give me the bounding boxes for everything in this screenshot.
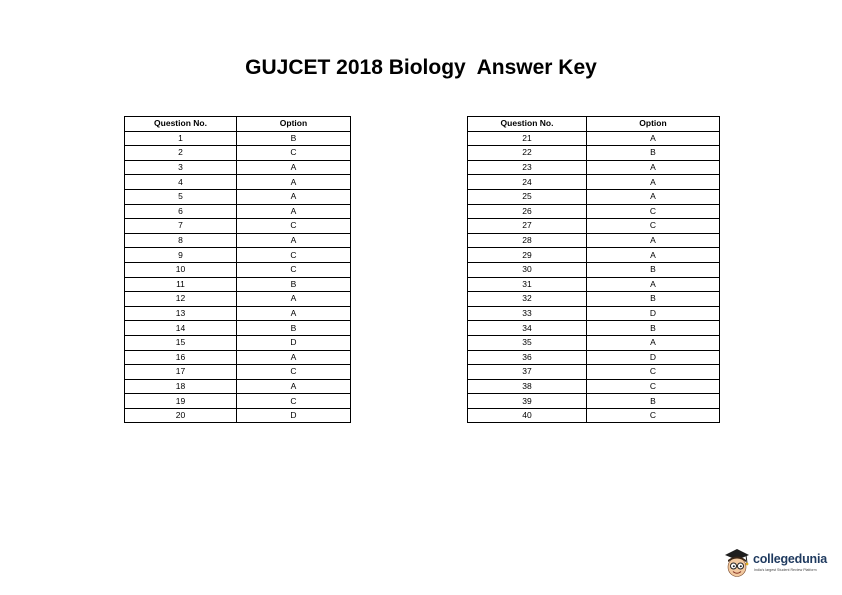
option-cell: A <box>237 306 351 321</box>
table-row <box>468 262 720 277</box>
option-cell: A <box>237 204 351 219</box>
question-number-cell: 33 <box>468 306 587 321</box>
table-row <box>125 379 351 394</box>
option-cell: D <box>237 408 351 423</box>
table-body <box>125 131 351 423</box>
question-number-cell: 22 <box>468 146 587 161</box>
table-row <box>125 262 351 277</box>
table-row <box>125 335 351 350</box>
table-row <box>125 292 351 307</box>
table-row <box>468 379 720 394</box>
question-number-cell: 7 <box>125 219 237 234</box>
question-number-cell: 39 <box>468 394 587 409</box>
question-number-cell: 12 <box>125 292 237 307</box>
option-cell: C <box>237 394 351 409</box>
option-cell: A <box>237 189 351 204</box>
option-cell: C <box>587 219 720 234</box>
question-number-cell: 23 <box>468 160 587 175</box>
option-cell: A <box>237 379 351 394</box>
option-cell: C <box>237 262 351 277</box>
answer-key-table-left <box>124 116 351 423</box>
option-cell: A <box>237 292 351 307</box>
question-number-cell: 11 <box>125 277 237 292</box>
option-cell: A <box>237 160 351 175</box>
question-number-cell: 15 <box>125 335 237 350</box>
question-number-cell: 1 <box>125 131 237 146</box>
table-header-row <box>468 117 720 132</box>
table-row <box>125 146 351 161</box>
table-row <box>125 204 351 219</box>
table-row <box>468 204 720 219</box>
question-number-cell: 29 <box>468 248 587 263</box>
table-row <box>468 146 720 161</box>
option-cell: C <box>237 248 351 263</box>
option-cell: B <box>237 277 351 292</box>
table-row <box>125 350 351 365</box>
question-number-cell: 10 <box>125 262 237 277</box>
column-header-question: Question No. <box>468 117 587 132</box>
option-cell: C <box>587 379 720 394</box>
option-cell: A <box>587 233 720 248</box>
table-row <box>125 233 351 248</box>
table-row <box>468 394 720 409</box>
question-number-cell: 27 <box>468 219 587 234</box>
option-cell: C <box>587 365 720 380</box>
table-row <box>468 277 720 292</box>
option-cell: B <box>237 321 351 336</box>
option-cell: B <box>237 131 351 146</box>
question-number-cell: 18 <box>125 379 237 394</box>
table-row <box>125 394 351 409</box>
question-number-cell: 24 <box>468 175 587 190</box>
table-row <box>125 408 351 423</box>
table-row <box>468 335 720 350</box>
table-row <box>125 365 351 380</box>
option-cell: A <box>587 277 720 292</box>
option-cell: A <box>587 248 720 263</box>
question-number-cell: 38 <box>468 379 587 394</box>
question-number-cell: 34 <box>468 321 587 336</box>
table-row <box>125 248 351 263</box>
table-row <box>125 321 351 336</box>
table-row <box>468 350 720 365</box>
table-row <box>468 160 720 175</box>
question-number-cell: 4 <box>125 175 237 190</box>
table-row <box>468 248 720 263</box>
column-header-option: Option <box>587 117 720 132</box>
question-number-cell: 5 <box>125 189 237 204</box>
option-cell: D <box>587 306 720 321</box>
column-header-question: Question No. <box>125 117 237 132</box>
question-number-cell: 3 <box>125 160 237 175</box>
question-number-cell: 2 <box>125 146 237 161</box>
option-cell: C <box>237 219 351 234</box>
option-cell: A <box>237 233 351 248</box>
column-header-option: Option <box>237 117 351 132</box>
question-number-cell: 13 <box>125 306 237 321</box>
option-cell: B <box>587 394 720 409</box>
table-row <box>125 219 351 234</box>
table-row <box>468 365 720 380</box>
option-cell: B <box>587 292 720 307</box>
option-cell: C <box>587 204 720 219</box>
question-number-cell: 31 <box>468 277 587 292</box>
question-number-cell: 28 <box>468 233 587 248</box>
question-number-cell: 36 <box>468 350 587 365</box>
answer-key-table-right <box>467 116 720 423</box>
table-row <box>125 277 351 292</box>
option-cell: C <box>237 365 351 380</box>
brand-tagline: India's largest Student Review Platform <box>754 568 817 572</box>
question-number-cell: 26 <box>468 204 587 219</box>
question-number-cell: 40 <box>468 408 587 423</box>
table-row <box>468 292 720 307</box>
table-row <box>125 131 351 146</box>
question-number-cell: 8 <box>125 233 237 248</box>
collegedunia-logo <box>722 546 832 580</box>
option-cell: A <box>587 175 720 190</box>
table-row <box>468 131 720 146</box>
option-cell: B <box>587 146 720 161</box>
page-title: GUJCET 2018 Biology Answer Key <box>245 56 597 79</box>
mascot-icon <box>722 546 752 580</box>
question-number-cell: 20 <box>125 408 237 423</box>
question-number-cell: 19 <box>125 394 237 409</box>
question-number-cell: 14 <box>125 321 237 336</box>
option-cell: D <box>237 335 351 350</box>
question-number-cell: 25 <box>468 189 587 204</box>
option-cell: A <box>237 350 351 365</box>
option-cell: C <box>587 408 720 423</box>
table-row <box>468 219 720 234</box>
table-header-row <box>125 117 351 132</box>
option-cell: D <box>587 350 720 365</box>
question-number-cell: 17 <box>125 365 237 380</box>
question-number-cell: 30 <box>468 262 587 277</box>
table-row <box>468 321 720 336</box>
question-number-cell: 16 <box>125 350 237 365</box>
table-row <box>125 175 351 190</box>
table-row <box>125 160 351 175</box>
option-cell: A <box>587 335 720 350</box>
table-row <box>468 233 720 248</box>
table-body <box>468 131 720 423</box>
question-number-cell: 9 <box>125 248 237 263</box>
table-row <box>468 408 720 423</box>
brand-name: collegedunia <box>753 552 828 566</box>
question-number-cell: 21 <box>468 131 587 146</box>
table-row <box>125 306 351 321</box>
option-cell: B <box>587 262 720 277</box>
question-number-cell: 6 <box>125 204 237 219</box>
table-row <box>468 306 720 321</box>
question-number-cell: 37 <box>468 365 587 380</box>
table-row <box>125 189 351 204</box>
question-number-cell: 35 <box>468 335 587 350</box>
table-row <box>468 175 720 190</box>
option-cell: A <box>587 160 720 175</box>
option-cell: B <box>587 321 720 336</box>
option-cell: A <box>587 189 720 204</box>
option-cell: A <box>587 131 720 146</box>
table-row <box>468 189 720 204</box>
option-cell: C <box>237 146 351 161</box>
question-number-cell: 32 <box>468 292 587 307</box>
option-cell: A <box>237 175 351 190</box>
